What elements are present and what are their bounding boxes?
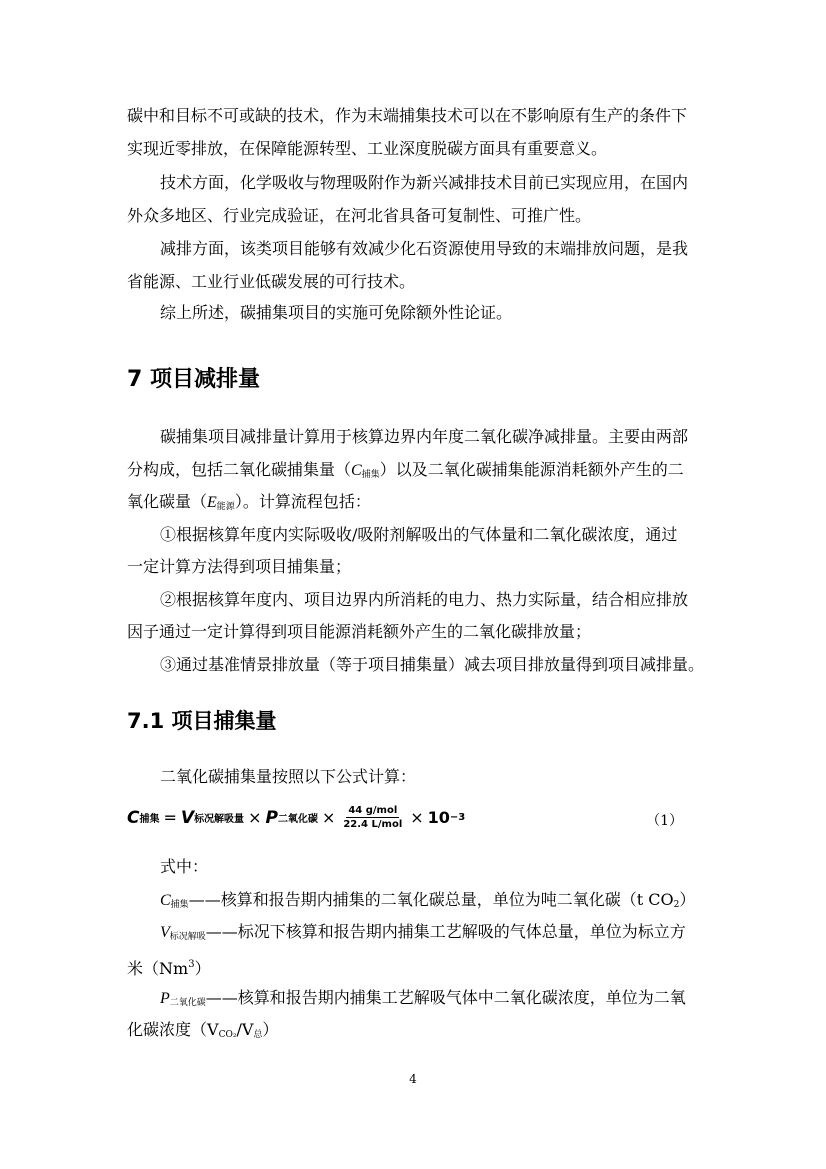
power-exponent: −3	[449, 812, 466, 823]
paragraph-line: 综上所述，碳捕集项目的实施可免除额外性论证。	[160, 303, 513, 322]
formula-subscript: 标况解吸量	[194, 814, 245, 825]
paragraph-line	[127, 487, 371, 522]
power-base: 10	[427, 808, 450, 827]
times-sign: ×	[321, 808, 336, 827]
text-span: ）。计算流程包括：	[234, 492, 371, 511]
fraction-numerator: 44 g/mol	[348, 805, 398, 816]
formula-variable: P	[265, 807, 278, 828]
paragraph-line: 实现近零排放，在保障能源转型、工业深度脱碳方面具有重要意义。	[127, 139, 608, 158]
formula-variable: V	[180, 807, 195, 828]
subscript: 2	[673, 900, 680, 910]
step-line: 因子通过一定计算得到项目能源消耗额外产生的二氧化碳排放量；	[127, 622, 592, 641]
times-sign: ×	[410, 808, 424, 827]
text-span: ——标况下核算和报告期内捕集工艺解吸的气体总量，单位为标立方	[205, 922, 686, 941]
definition-line	[160, 983, 703, 1018]
paragraph-line: 碳中和目标不可或缺的技术，作为末端捕集技术可以在不影响原有生产的条件下	[127, 106, 688, 125]
subscript: 能源	[216, 502, 235, 512]
equation-number: （1）	[646, 813, 683, 829]
subscript: 捕集	[170, 900, 189, 910]
subsection-heading: 7.1 项目捕集量	[127, 709, 277, 733]
step-line: ①根据核算年度内实际吸收/吸附剂解吸出的气体量和二氧化碳浓度，通过	[160, 525, 678, 544]
variable: C	[160, 892, 171, 909]
superscript: 3	[188, 959, 195, 970]
formula-subscript: 捕集	[139, 814, 160, 825]
variable: C	[351, 462, 362, 479]
subscript: CO₂	[218, 1030, 237, 1040]
paragraph-line: 省能源、工业行业低碳发展的可行技术。	[127, 272, 416, 291]
text-span: 米（Nm	[127, 959, 189, 978]
definition-line	[127, 1015, 278, 1050]
fraction-denominator: 22.4 L/mol	[343, 819, 403, 830]
fraction	[341, 804, 404, 831]
text-span: /V	[236, 1020, 254, 1039]
variable: V	[160, 924, 170, 941]
subscript: 捕集	[361, 470, 380, 480]
text-span: ——核算和报告期内捕集的二氧化碳总量，单位为吨二氧化碳（t CO	[188, 890, 674, 909]
section-heading: 7 项目减排量	[127, 367, 260, 392]
text-span: 氧化碳量（	[127, 492, 208, 511]
text-span: ）以及二氧化碳捕集能源消耗额外产生的二	[379, 460, 684, 479]
paragraph-line: 技术方面，化学吸收与物理吸附作为新兴减排技术目前已实现应用，在国内	[160, 173, 689, 192]
step-line: ③通过基准情景排放量（等于项目捕集量）减去项目排放量得到项目减排量。	[160, 655, 705, 674]
definition-line	[160, 885, 703, 920]
paragraph-line	[127, 455, 684, 490]
text-span: 化碳浓度（V	[127, 1020, 219, 1039]
subscript: 标况解吸	[169, 932, 206, 942]
definition-line	[160, 917, 703, 952]
paragraph-line: 二氧化碳捕集量按照以下公式计算：	[160, 767, 417, 786]
paragraph-line: 外众多地区、行业完成验证，在河北省具备可复制性、可推广性。	[127, 206, 592, 225]
times-sign: ×	[248, 808, 262, 827]
text-span: ——核算和报告期内捕集工艺解吸气体中二氧化碳浓度，单位为二氧	[205, 988, 686, 1007]
page-number: 4	[409, 1072, 417, 1086]
equals-sign: =	[163, 808, 177, 827]
text-span: ）	[262, 1020, 279, 1039]
paragraph-line: 减排方面，该类项目能够有效减少化石资源使用导致的末端排放问题，是我	[160, 239, 689, 258]
paragraph-line: 碳捕集项目减排量计算用于核算边界内年度二氧化碳净减排量。主要由两部	[160, 427, 689, 446]
formula-subscript: 二氧化碳	[277, 814, 318, 825]
step-line: ②根据核算年度内、项目边界内所消耗的电力、热力实际量，结合相应排放	[160, 590, 689, 609]
definition-line	[127, 950, 211, 984]
text-span: ）	[194, 959, 211, 978]
formula-variable: C	[127, 807, 140, 828]
text-span: ）	[679, 890, 696, 909]
formula	[127, 804, 465, 831]
text-span: 分构成，包括二氧化碳捕集量（	[127, 460, 352, 479]
variable: E	[207, 494, 217, 511]
equation	[127, 800, 703, 846]
step-line: 一定计算方法得到项目捕集量；	[127, 557, 352, 576]
where-label: 式中：	[160, 857, 209, 876]
subscript: 总	[253, 1030, 263, 1040]
variable: P	[160, 990, 170, 1007]
subscript: 二氧化碳	[169, 998, 206, 1008]
